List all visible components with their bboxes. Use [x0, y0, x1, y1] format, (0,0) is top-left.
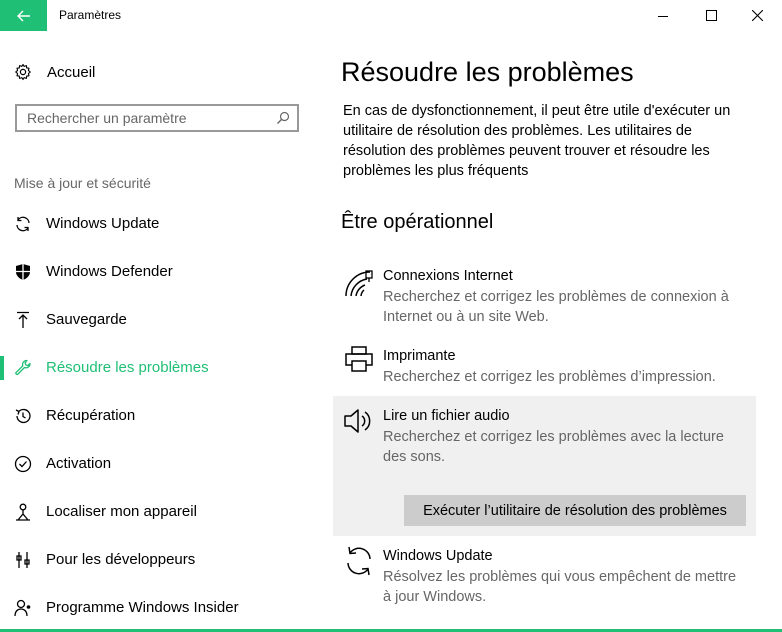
close-button[interactable]	[734, 0, 780, 31]
page-title: Résoudre les problèmes	[341, 57, 634, 87]
gear-icon	[14, 63, 32, 81]
troubleshooter-description: Recherchez et corrigez les problèmes de connexion à Internet ou à un site Web.	[383, 289, 729, 325]
sidebar-item-label: Résoudre les problèmes	[46, 359, 209, 376]
shield-icon	[14, 263, 32, 281]
sidebar-item-label: Récupération	[46, 407, 136, 424]
sidebar-item-developers[interactable]	[0, 544, 320, 576]
printer-icon	[342, 342, 376, 376]
troubleshooter-internet[interactable]	[333, 262, 756, 334]
scrollbar[interactable]	[778, 31, 782, 632]
troubleshooter-windows-update[interactable]	[333, 542, 756, 608]
search-input[interactable]	[27, 110, 267, 126]
check-circle-icon	[14, 455, 32, 473]
intro-text: En cas de dysfonctionnement, il peut être utile d'exécuter un utilitaire de résolution des problèmes. Les utilitaires de résolution des problèmes peuvent trouver et résoudre les problèmes les plus fréquents	[343, 103, 731, 179]
search-icon[interactable]	[276, 111, 290, 125]
section-label: Mise à jour et sécurité	[14, 175, 151, 191]
wifi-network-icon	[342, 266, 376, 300]
developer-tools-icon	[14, 551, 32, 569]
troubleshooter-title: Lire un fichier audio	[383, 408, 510, 424]
sidebar-item-label: Windows Update	[46, 215, 160, 232]
sidebar-item-windows-update[interactable]	[0, 208, 320, 240]
minimize-button[interactable]	[640, 0, 686, 31]
troubleshooter-audio[interactable]	[333, 396, 756, 536]
close-icon	[752, 10, 763, 21]
sidebar-item-find-my-device[interactable]	[0, 496, 320, 528]
back-arrow-icon	[17, 10, 31, 22]
sidebar-item-windows-defender[interactable]	[0, 256, 320, 288]
speaker-icon	[342, 404, 376, 438]
sidebar-item-backup[interactable]	[0, 304, 320, 336]
active-indicator	[0, 356, 4, 380]
sidebar-item-label: Sauvegarde	[46, 311, 127, 328]
troubleshooter-title: Connexions Internet	[383, 268, 513, 284]
sidebar-item-label: Programme Windows Insider	[46, 599, 239, 616]
person-location-icon	[14, 503, 32, 521]
sidebar-item-label: Activation	[46, 455, 112, 472]
troubleshooter-description: Résolvez les problèmes qui vous empêchent de mettre à jour Windows.	[383, 569, 737, 605]
maximize-button[interactable]	[688, 0, 734, 31]
sidebar-item-label: Pour les développeurs	[46, 551, 196, 568]
back-button[interactable]	[0, 0, 47, 31]
title-bar	[0, 0, 782, 31]
sidebar-item-label: Localiser mon appareil	[46, 503, 197, 520]
troubleshooter-title: Imprimante	[383, 348, 456, 364]
run-troubleshooter-button[interactable]: Exécuter l’utilitaire de résolution des problèmes	[404, 495, 746, 526]
search-box[interactable]	[15, 104, 299, 132]
sidebar-item-troubleshoot[interactable]	[0, 352, 320, 384]
maximize-icon	[706, 10, 717, 21]
sidebar-item-label: Windows Defender	[46, 263, 173, 280]
troubleshooter-description: Recherchez et corrigez les problèmes d’impression.	[383, 369, 716, 385]
troubleshooter-description: Recherchez et corrigez les problèmes avec la lecture des sons.	[383, 429, 724, 465]
refresh-icon	[14, 215, 32, 233]
sidebar-item-recovery[interactable]	[0, 400, 320, 432]
upload-arrow-icon	[14, 311, 32, 329]
app-title: Paramètres	[59, 8, 122, 22]
minimize-icon	[658, 11, 668, 21]
troubleshooter-title: Windows Update	[383, 548, 493, 564]
sidebar-item-windows-insider[interactable]	[0, 592, 320, 624]
wrench-icon	[14, 359, 32, 377]
troubleshooter-printer[interactable]	[333, 342, 756, 392]
insider-person-icon	[14, 599, 32, 617]
history-icon	[14, 407, 32, 425]
section-heading: Être opérationnel	[341, 211, 494, 233]
home-label: Accueil	[47, 63, 96, 81]
sidebar-item-activation[interactable]	[0, 448, 320, 480]
refresh-icon	[342, 544, 376, 578]
home-link[interactable]	[14, 62, 95, 82]
